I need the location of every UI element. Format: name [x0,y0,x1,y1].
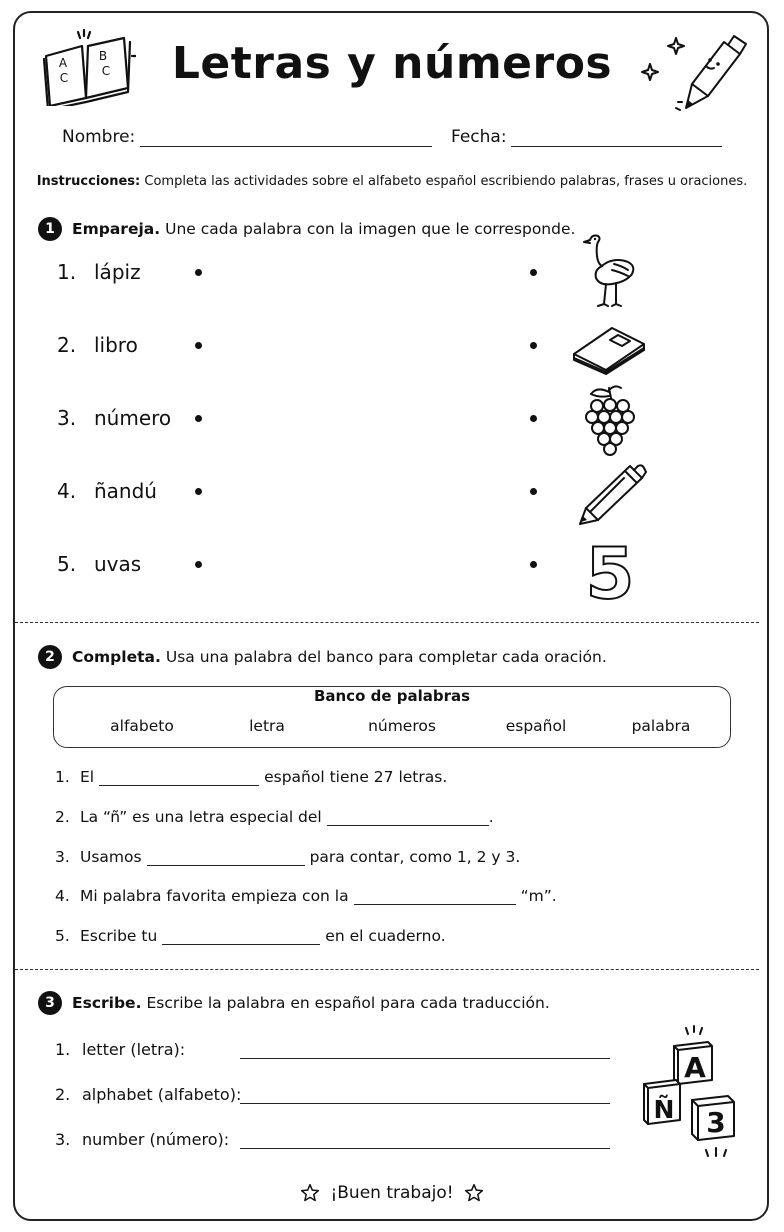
match-word-3 [57,406,171,430]
sentence-number: 4. [55,887,70,905]
sentence-after: para contar, como 1, 2 y 3. [309,848,521,866]
word-bank-word: números [368,717,436,735]
instructions [0,174,784,189]
section-3-label: Escribe. [72,994,142,1012]
match-word-text: número [94,406,172,430]
match-dot-word-1[interactable] [195,269,202,276]
sentence-5 [55,927,446,945]
translation-prompt: alphabet (alfabeto): [82,1085,242,1104]
book-letter-b: B [98,49,108,63]
sentence-after: español tiene 27 letras. [264,768,448,786]
sentence-blank[interactable] [327,825,489,826]
section-2-header [38,645,607,669]
grapes-icon [583,384,639,456]
match-word-number: 3. [57,406,77,430]
translation-item-2 [55,1085,241,1104]
page-title: Letras y números [171,38,613,89]
match-word-2 [57,333,138,357]
word-bank-word: letra [249,717,285,735]
section-3-text: Escribe la palabra en español para cada traducción. [146,994,550,1012]
sentence-before: Usamos [80,848,142,866]
match-word-text: uvas [94,552,142,576]
section-divider-2 [15,969,759,970]
section-1-number: 1 [38,217,62,241]
sentence-after: . [488,808,494,826]
sentence-after: “m”. [520,887,557,905]
section-2-label: Completa. [72,648,161,666]
star-outline-icon [464,1183,484,1203]
sentence-3 [55,848,520,866]
word-bank-word: alfabeto [110,717,174,735]
section-1-label: Empareja. [72,220,161,238]
translation-number: 1. [55,1040,71,1059]
section-3-header [38,991,550,1015]
name-label: Nombre: [62,127,136,147]
match-word-number: 2. [57,333,77,357]
sentence-2 [55,808,494,826]
sentence-before: Escribe tu [80,927,158,945]
sentence-number: 2. [55,808,70,826]
instructions-text: Completa las actividades sobre el alfabeto español escribiendo palabras, frases u oraciones. [144,174,748,189]
book-letter-c-left: C [59,71,69,85]
match-word-5 [57,552,141,576]
translation-item-1 [55,1040,185,1059]
star-outline-icon [300,1183,320,1203]
book-icon [570,318,648,376]
match-word-text: ñandú [94,479,157,503]
block-letter-enie: Ñ [653,1095,675,1124]
number-five-glyph: 5 [585,536,635,606]
book-letter-c-right: C [101,64,111,78]
name-field[interactable] [140,146,432,147]
word-bank-word: palabra [631,717,691,735]
match-dot-word-3[interactable] [195,415,202,422]
word-bank-title: Banco de palabras [313,687,471,705]
sentence-number: 1. [55,768,70,786]
match-word-number: 5. [57,552,77,576]
sentence-blank[interactable] [354,904,516,905]
block-number-three: 3 [706,1106,726,1139]
match-word-1 [57,260,141,284]
match-word-text: lápiz [94,260,141,284]
section-1-header [38,217,575,241]
match-dot-image-5[interactable] [530,561,537,568]
book-letter-a: A [58,56,68,70]
sentence-blank[interactable] [162,944,320,945]
section-3-number: 3 [38,991,62,1015]
translation-answer-2[interactable] [240,1103,610,1104]
date-label: Fecha: [451,127,507,147]
number-five-icon [584,536,636,606]
word-bank-word: español [505,717,567,735]
translation-item-3 [55,1130,229,1149]
ostrich-icon [578,230,640,310]
sentence-before: Mi palabra favorita empieza con la [80,887,349,905]
section-1-text: Une cada palabra con la imagen que le corresponde. [165,220,576,238]
sentence-blank[interactable] [147,865,305,866]
match-dot-word-4[interactable] [195,488,202,495]
section-divider-1 [15,622,759,623]
instructions-label: Instrucciones: [36,174,141,189]
sentence-before: La “ñ” es una letra especial del [80,808,322,826]
match-word-number: 1. [57,260,77,284]
match-dot-word-2[interactable] [195,342,202,349]
sentence-1 [55,768,447,786]
section-2-number: 2 [38,645,62,669]
word-bank [53,686,731,748]
footer [0,1183,784,1203]
match-dot-word-5[interactable] [195,561,202,568]
translation-number: 2. [55,1085,71,1104]
sentence-number: 5. [55,927,70,945]
match-word-number: 4. [57,479,77,503]
sentence-before: El [80,768,95,786]
date-field[interactable] [511,146,722,147]
match-dot-image-4[interactable] [530,488,537,495]
pencil-icon [576,462,648,528]
sentence-4 [55,887,557,905]
match-word-4 [57,479,157,503]
translation-answer-3[interactable] [240,1148,610,1149]
translation-prompt: letter (letra): [82,1040,186,1059]
footer-text: ¡Buen trabajo! [330,1183,454,1203]
translation-number: 3. [55,1130,71,1149]
block-letter-a: A [684,1051,706,1084]
letter-blocks-icon [640,1022,744,1162]
match-dot-image-2[interactable] [530,342,537,349]
translation-prompt: number (número): [82,1130,230,1149]
section-2-text: Usa una palabra del banco para completar cada oración. [165,648,607,666]
match-dot-image-1[interactable] [530,269,537,276]
translation-answer-1[interactable] [240,1058,610,1059]
match-dot-image-3[interactable] [530,415,537,422]
sentence-after: en el cuaderno. [325,927,446,945]
sentence-blank[interactable] [99,785,259,786]
sentence-number: 3. [55,848,70,866]
match-word-text: libro [94,333,138,357]
